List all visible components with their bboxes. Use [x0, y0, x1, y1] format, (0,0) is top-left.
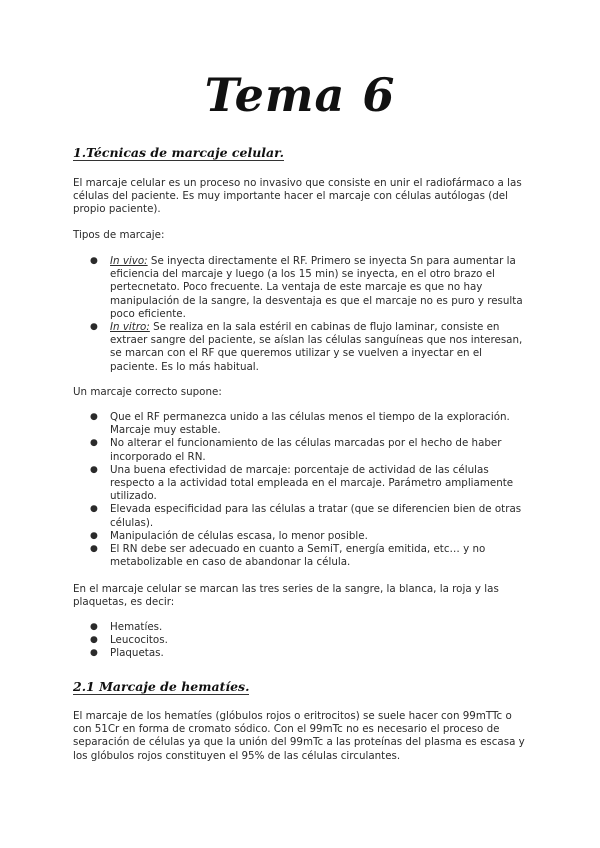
blood-series-list — [73, 621, 528, 661]
section-heading-2: 2.1 Marcaje de hematíes. — [73, 679, 250, 694]
list-item — [73, 255, 528, 321]
type-label: In vitro: — [110, 321, 150, 334]
bullet-icon: ● — [90, 438, 98, 449]
hematies-paragraph: El marcaje de los hematíes (glóbulos rojos o eritrocitos) se suele hacer con 99mTTc o con 51Cr en forma de cromato sódico. Con el 99mTc no es necesario el proceso de separación de células ya que la unión del 99mTc a las proteínas del plasma es escasa y los glóbulos rojos constituyen el 95% de las células circulantes. — [73, 710, 525, 762]
bullet-icon: ● — [90, 544, 98, 555]
correct-marking-list — [73, 411, 528, 569]
list-item — [73, 437, 528, 463]
bullet-icon: ● — [90, 464, 98, 475]
list-item-text: Elevada especificidad para las células a tratar (que se diferencien bien de otras células). — [110, 503, 522, 529]
bullet-icon: ● — [90, 530, 98, 541]
list-item-text: Que el RF permanezca unido a las células menos el tiempo de la exploración. Marcaje muy estable. — [110, 411, 510, 437]
list-item-text: No alterar el funcionamiento de las células marcadas por el hecho de haber incorporado el RN. — [110, 437, 502, 463]
bullet-icon: ● — [90, 648, 98, 659]
list-item — [73, 621, 528, 634]
list-item-text: Plaquetas. — [110, 647, 164, 660]
bullet-icon: ● — [90, 635, 98, 646]
bullet-icon: ● — [90, 504, 98, 515]
intro-paragraph: El marcaje celular es un proceso no invasivo que consiste en unir el radiofármaco a las células del paciente. Es muy importante hacer el marcaje con células autólogas (del propio paciente). — [73, 177, 522, 216]
bullet-icon: ● — [90, 322, 98, 333]
list-item — [73, 543, 528, 569]
list-item-text: El RN debe ser adecuado en cuanto a SemiT, energía emitida, etc… y no metabolizable en caso de abandonar la célula. — [110, 543, 486, 569]
list-item — [73, 634, 528, 647]
list-item-text: Manipulación de células escasa, lo menor posible. — [110, 529, 368, 542]
list-item — [73, 464, 528, 504]
list-item-text: Hematíes. — [110, 621, 163, 633]
page-title: Tema 6 — [204, 68, 396, 122]
types-label: Tipos de marcaje: — [73, 229, 165, 241]
correct-label: Un marcaje correcto supone: — [73, 386, 222, 398]
list-item — [73, 530, 528, 543]
type-text: Se realiza en la sala estéril en cabinas de flujo laminar, consiste en extraer sangre del paciente, se aíslan las células sanguíneas que nos interesan, se marcan con el RF que queremos utilizar y se vuelven a inyectar en el paciente. Es lo más habitual. — [110, 321, 523, 373]
bullet-icon: ● — [90, 412, 98, 422]
list-item — [73, 321, 528, 374]
list-item — [73, 411, 528, 437]
bullet-icon: ● — [90, 622, 98, 632]
type-label: In vivo: — [110, 255, 148, 267]
series-paragraph: En el marcaje celular se marcan las tres series de la sangre, la blanca, la roja y las plaquetas, es decir: — [73, 583, 499, 609]
marking-types-list — [73, 255, 528, 374]
bullet-icon: ● — [90, 256, 98, 266]
list-item — [73, 647, 528, 660]
list-item-text: Una buena efectividad de marcaje: porcentaje de actividad de las células respecto a la actividad total empleada en el marcaje. Parámetro ampliamente utilizado. — [110, 463, 514, 503]
list-item — [73, 503, 528, 529]
type-text: Se inyecta directamente el RF. Primero se inyecta Sn para aumentar la eficiencia del marcaje y luego (a los 15 min) se inyecta, en el otro brazo el pertecnetato. Poco frecuente. La ventaja de este marcaje es que no hay manipulación de la sangre, la desventaja es que el marcaje no es puro y resulta poco eficiente. — [110, 255, 523, 320]
section-heading-1: 1.Técnicas de marcaje celular. — [73, 145, 284, 160]
list-item-text: Leucocitos. — [110, 634, 168, 647]
